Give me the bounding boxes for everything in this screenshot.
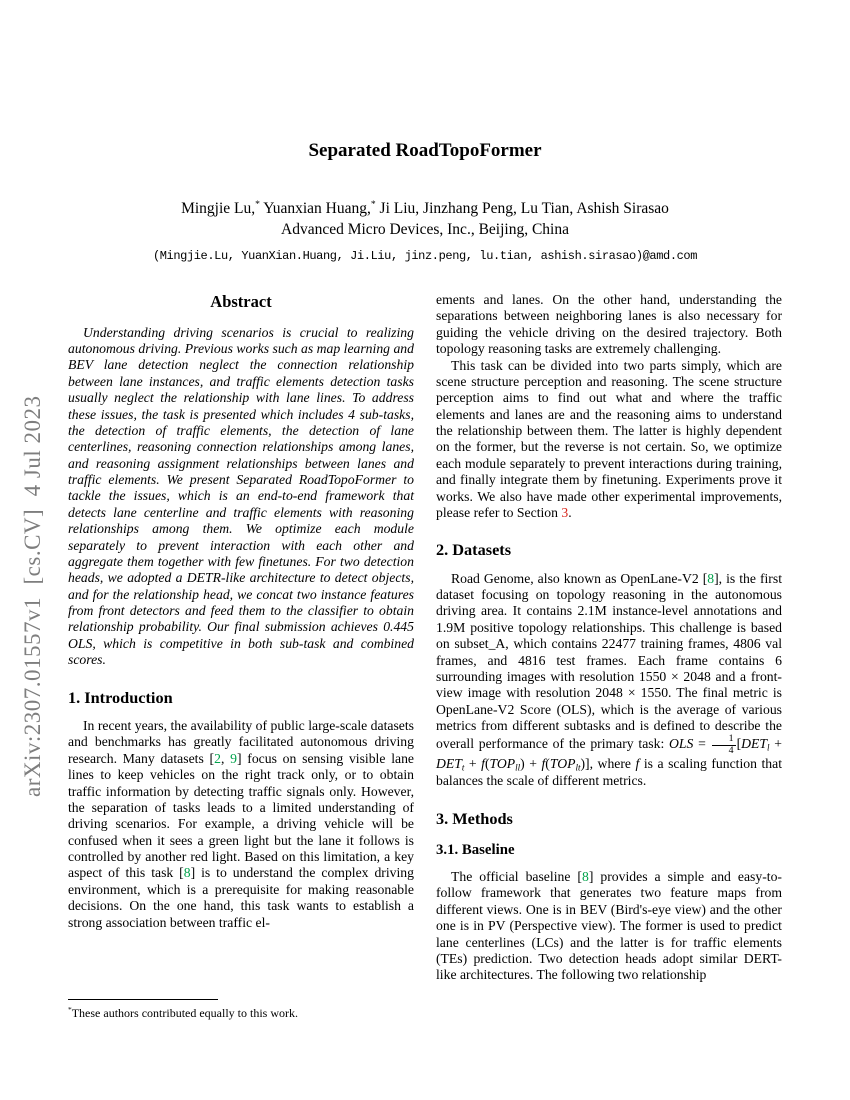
text-segment: = [693,736,711,752]
text-segment: ( [545,756,550,772]
text-segment: In recent years, the availability of public large-scale datasets and benchmarks has greatly facilitated autonomous driving research. Many datasets [ [68,718,414,766]
text-segment: lt [575,762,581,773]
authors-line [0,199,850,218]
abstract-text: Understanding driving scenarios is crucial to realizing autonomous driving. Previous works such as map learning and BEV lane detection neglect the connection relationship between lane instances, and traffic elements detection tasks usually neglect the relationship with lane lines. To address these issues, the task is presented which includes 4 sub-tasks, the detection of traffic elements, the detection of lane centerlines, reasoning connection relationships among lanes, and reasoning assignment relationships between lanes and traffic elements. We present Separated RoadTopoFormer to tackle the issues, which is an end-to-end framework that detects lane centerline and traffic elements with reasoning relationships among them. We optimize each module separately to prevent interaction with each other and aggregate them together with few finetunes. For two detection heads, we adopted a DETR-like architecture to detect objects, and for the relationship head, we concat two instance features from front detectors and feed them to the classifier to obtain relationship probability. Our final submission achieves 0.445 OLS, which is competitive in both sub-task and combined scores. [68,324,414,668]
equal-contribution-footnote [68,1005,414,1021]
text-segment: Yuanxian Huang, [259,200,371,218]
text-segment: DET [741,736,767,752]
footnote-block [68,999,414,1021]
citation-link[interactable]: 2 [214,750,221,766]
text-segment: ll [515,762,521,773]
paper-header [0,140,850,263]
two-column-body [68,292,782,984]
text-segment: ( [484,756,490,772]
text-segment: l [766,742,770,753]
text-segment: ) + [520,756,542,772]
text-segment: t [461,762,465,773]
subsection-3-1-heading: 3.1. Baseline [436,842,515,859]
right-column [436,292,782,984]
left-column [68,292,414,984]
citation-link[interactable]: 8 [183,865,191,881]
text-segment: ] focus on sensing visible lane lines to keep vehicles on the right track only, or to obtain traffic information by detecting traffic signals only. However, the separation of tasks leads to a limited understanding of driving scenarios. For example, a driving vehicle will be confused when it sees a green light but the lane it follows is controlled by another red light. Based on this limitation, a key aspect of this task [ [68,750,414,881]
text-segment: This task can be divided into two parts simply, which are scene structure perception and reasoning. The scene structure perception aims to find out what and where the traffic elements and lanes are and the reasoning aims to understand the relationship between them. The latter is highly dependent on the former, but the reverse is not certain. So, we optimize each module separately to prevent interactions during training, and finally integrate them by finetuning. Experiments prove it works. We also have made other experimental improvements, please refer to Section [436,357,782,520]
text-segment: DET [436,756,462,772]
baseline-paragraph [436,869,782,984]
text-segment: Mingjie Lu, [181,200,256,218]
section-1-heading: 1. Introduction [68,687,173,707]
text-segment: ] provides a simple and easy-to-follow framework that generates two feature maps from different views. One is in BEV (Bird's-eye view) and the other one is in PV (Perspective view). The former is used to predict lane centerlines (LCs) and the latter is for traffic elements (TEs) prediction. Two detection heads adopt similar DERT-like architectures. The following two relationship [436,869,782,983]
text-segment: )] [580,756,590,772]
introduction-paragraph-continued [436,292,782,358]
introduction-paragraph-1 [68,718,414,931]
text-segment: * [255,199,260,210]
text-segment: * [68,1005,72,1014]
text-segment: f [481,756,485,772]
text-segment: [ [736,736,742,752]
text-segment: Ji Liu, Jinzhang Peng, Lu Tian, Ashish Sirasao [375,200,669,218]
text-segment: ements and lanes. On the other hand, understanding the separations between neighboring lanes is also necessary for guiding the vehicle driving on the desired trajectory. Both topology reasoning tasks are extremely challenging. [436,292,782,357]
text-segment: + [769,736,782,752]
citation-link[interactable]: 9 [230,750,237,766]
citation-link[interactable]: 8 [581,869,589,884]
text-segment: , [220,750,231,766]
text-segment: ] is to understand the complex driving environment, which is a prerequisite for making reasonable decisions. On the one hand, this task wants to establish a strong association between traffic el- [68,865,414,930]
arxiv-watermark: arXiv:2307.01557v1 [cs.CV] 4 Jul 2023 [20,395,45,797]
text-segment: These authors contributed equally to this work. [71,1006,299,1020]
text-segment: ], is the first dataset focusing on topology reasoning in the autonomous driving area. It contains 2.1M instance-level annotations and 1.9M positive topology relationships. This challenge is based on subset_A, which contains 22477 training frames, 4806 val frames, and 4816 test frames. Each frame contains 6 surrounding images with resolution 1550 × 2048 and a front-view image with resolution 2048 × 1550. The final metric is OpenLane-V2 Score (OLS), which is the average of various metrics from different subtasks and is defined to describe the overall performance of the primary task: [436,570,782,752]
datasets-paragraph [436,571,782,790]
abstract-heading: Abstract [210,292,272,311]
text-segment: f [541,756,546,772]
emails-line: (Mingjie.Lu, YuanXian.Huang, Ji.Liu, jinz.peng, lu.tian, ashish.sirasao)@amd.com [152,249,698,264]
text-segment: , where [589,756,636,772]
text-segment: TOP [489,756,516,772]
introduction-paragraph-2 [436,358,782,522]
citation-link[interactable]: 8 [707,570,715,586]
text-segment: . [568,504,572,520]
section-3-heading: 3. Methods [436,808,513,828]
paper-title: Separated RoadTopoFormer [308,140,542,161]
text-segment: is a scaling function that balances the scale of different metrics. [436,756,782,789]
section-ref-link[interactable]: 3 [561,504,569,520]
text-segment: $\frac{1}{4}$ [712,734,736,756]
text-segment: * [370,199,376,210]
affiliation-line: Advanced Micro Devices, Inc., Beijing, China [281,221,569,239]
section-2-heading: 2. Datasets [436,540,512,560]
text-segment: The official baseline [ [451,869,582,884]
text-segment: + [464,756,482,772]
footnote-rule [68,999,218,1000]
text-segment: OLS [669,736,694,752]
text-segment: f [635,756,640,772]
text-segment: TOP [549,756,576,772]
text-segment: Road Genome, also known as OpenLane-V2 [ [451,570,708,586]
